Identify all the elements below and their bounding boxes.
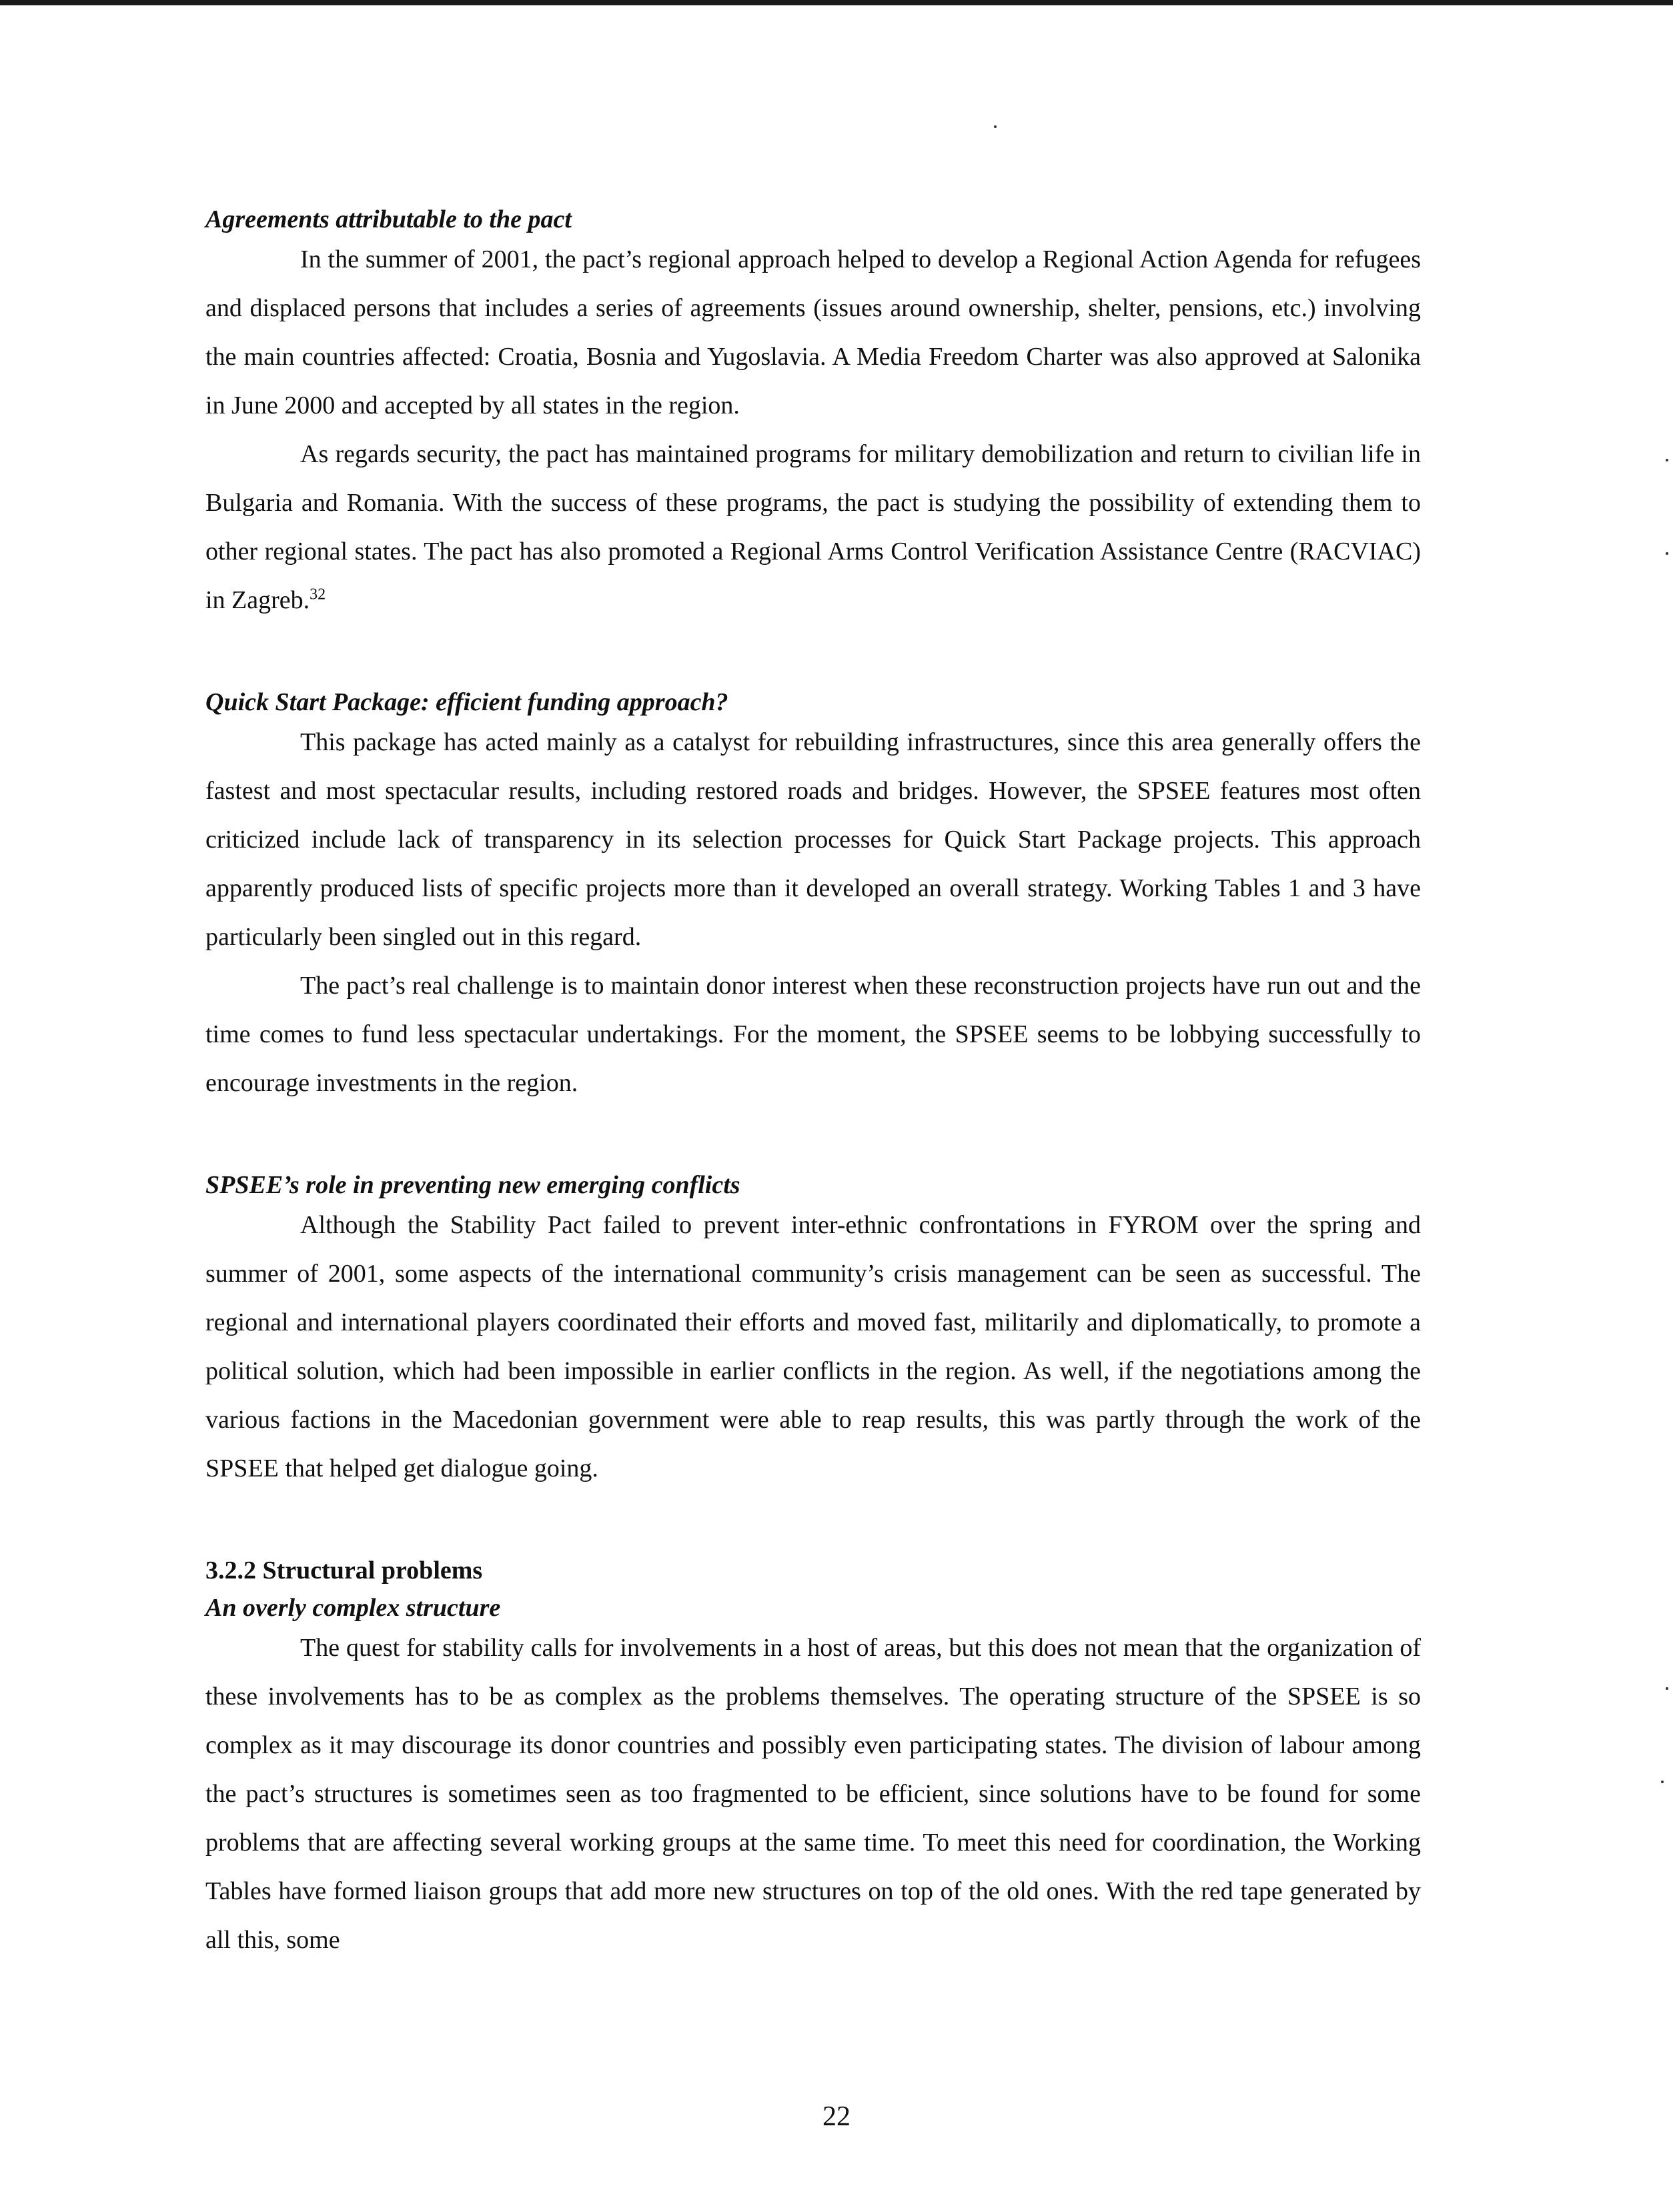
paragraph-security-text: As regards security, the pact has maintained programs for military demobilization and return to civilian life in Bulgaria and Romania. With the success of these programs, the pact is studying the possibility of extending them to other regional states. The pact has also promoted a Regional Arms Control Verification Assistance Centre (RACVIAC) in Zagreb. — [205, 440, 1421, 614]
page-number: 22 — [822, 2101, 851, 2132]
paragraph-quick-start-package: This package has acted mainly as a catalyst for rebuilding infrastructures, since this area generally offers the fastest and most spectacular results, including restored roads and bridges. However, the SPSEE features most often criticized include lack of transparency in its selection processes for Quick Start Package projects. This approach apparently produced lists of specific projects more than it developed an overall strategy. Working Tables 1 and 3 have particularly been singled out in this regard. — [205, 728, 1421, 951]
paragraph-security — [205, 430, 1421, 625]
scan-speck — [994, 125, 997, 128]
paragraph-fyrom: Although the Stability Pact failed to prevent inter-ethnic confrontations in FYROM over the spring and summer of 2001, some aspects of the international community’s crisis management can be seen as successful. The regional and international players coordinated their efforts and moved fast, militarily and diplomatically, to promote a political solution, which had been impossible in earlier conflicts in the region. As well, if the negotiations among the various factions in the Macedonian government were able to reap results, this was partly through the work of the SPSEE that helped get dialogue going. — [205, 1211, 1421, 1482]
section-heading-agreements: Agreements attributable to the pact — [205, 205, 572, 233]
scan-speck — [1661, 1781, 1664, 1783]
footnote-reference: 32 — [310, 586, 326, 604]
section-heading-complex-structure: An overly complex structure — [205, 1594, 501, 1622]
subsection-heading-structural-problems: 3.2.2 Structural problems — [205, 1556, 483, 1584]
section-complex-structure — [205, 1624, 1421, 1965]
section-heading-quick-start: Quick Start Package: efficient funding approach? — [205, 688, 728, 716]
paragraph-complex-structure: The quest for stability calls for involvements in a host of areas, but this does not mean that the organization of these involvements has to be as complex as the problems themselves. The operating structure of the SPSEE is so complex as it may discourage its donor countries and possibly even participating states. The division of labour among the pact’s structures is sometimes seen as too fragmented to be efficient, since solutions have to be found for some problems that are affecting several working groups at the same time. To meet this need for coordination, the Working Tables have formed liaison groups that add more new structures on top of the old ones. With the red tape generated by all this, some — [205, 1634, 1421, 1954]
document-body — [205, 203, 1421, 1965]
section-conflict-prevention — [205, 1201, 1421, 1493]
section-quick-start — [205, 718, 1421, 1108]
paragraph-refugee-agenda: In the summer of 2001, the pact’s regional approach helped to develop a Regional Action Agenda for refugees and displaced persons that includes a series of agreements (issues around ownership, shelter, pensions, etc.) involving the main countries affected: Croatia, Bosnia and Yugoslavia. A Media Freedom Charter was also approved at Salonika in June 2000 and accepted by all states in the region. — [205, 245, 1421, 419]
section-heading-conflict-prevention: SPSEE’s role in preventing new emerging conflicts — [205, 1171, 740, 1199]
scan-speck — [1666, 1687, 1668, 1690]
scan-speck — [1666, 552, 1668, 555]
top-edge-rule — [0, 0, 1673, 5]
scan-speck — [1666, 459, 1668, 461]
paragraph-donor-interest: The pact’s real challenge is to maintain donor interest when these reconstruction projects have run out and the time comes to fund less spectacular undertakings. For the moment, the SPSEE seems to be lobbying successfully to encourage investments in the region. — [205, 972, 1421, 1097]
section-agreements — [205, 235, 1421, 625]
